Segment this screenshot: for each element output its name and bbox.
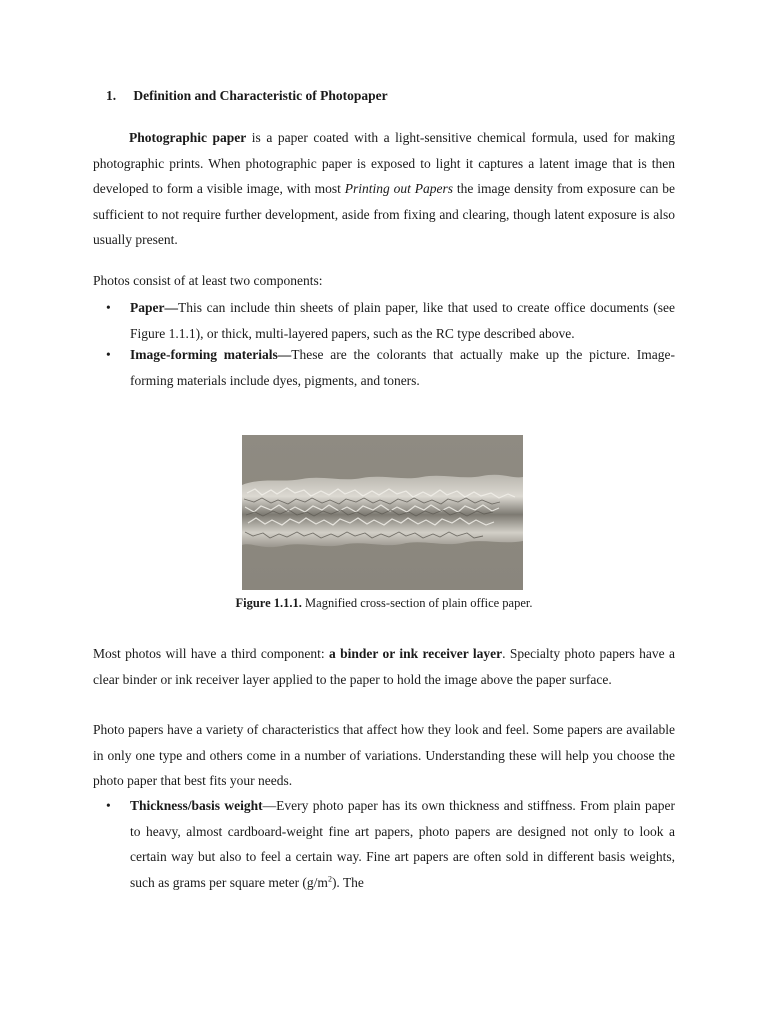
section-number: 1. — [106, 88, 117, 103]
intro-term: Photographic paper — [129, 130, 247, 145]
list-item-text: These are the colorants that actually make up the picture. Image-forming materials include dyes, pigments, and toners. — [130, 347, 675, 388]
bullet-icon: • — [106, 798, 111, 813]
components-lead: Photos consist of at least two components: — [93, 273, 323, 288]
section-title: Definition and Characteristic of Photopaper — [133, 88, 388, 103]
components-list — [106, 295, 675, 393]
paper-cross-section-image — [242, 435, 523, 590]
intro-italic: Printing out Papers — [344, 181, 453, 196]
list-item-term: Thickness/basis weight — [130, 798, 263, 813]
superscript: 2 — [327, 874, 332, 883]
bullet-icon: • — [106, 347, 111, 362]
figure-label: Figure 1.1.1. — [235, 596, 302, 610]
section-heading — [106, 88, 388, 104]
characteristics-list — [106, 793, 675, 895]
figure-caption — [93, 596, 675, 611]
intro-text-b: the image density from exposure can be sufficient to not require further development, aside from fixing and clearing, though latent exposure is also usually present. — [93, 181, 675, 247]
list-item-tail: ). The — [331, 874, 364, 890]
list-item-term: Image-forming materials— — [130, 347, 292, 362]
third-bold: a binder or ink receiver layer — [329, 646, 503, 661]
third-component-paragraph — [93, 641, 675, 692]
list-item-dash: — — [262, 798, 277, 813]
characteristics-paragraph: Photo papers have a variety of characteristics that affect how they look and feel. Some papers are available in only one type and others come in a number of variations. Understanding these will help you choose the photo paper that best fits your needs. — [93, 722, 675, 788]
list-item-text: This can include thin sheets of plain paper, like that used to create office documents (see Figure 1.1.1), or thick, multi-layered papers, such as the RC type described above. — [130, 300, 675, 341]
figure-caption-text: Magnified cross-section of plain office paper. — [301, 596, 533, 610]
list-item — [106, 295, 675, 346]
third-text-a: Most photos will have a third component: — [93, 646, 330, 661]
list-item-text: Every photo paper has its own thickness and stiffness. From plain paper to heavy, almost cardboard-weight fine art papers, photo papers are designed not only to look a certain way but also to feel a certain way. Fine art papers are often sold in different basis weights, such as grams per square meter (g/m — [130, 798, 675, 890]
third-text-b: . Specialty photo papers have a clear binder or ink receiver layer applied to the paper to hold the image above the paper surface. — [93, 646, 675, 687]
intro-text-a: is a paper coated with a light-sensitive chemical formula, used for making photographic prints. When photographic paper is exposed to light it captures a latent image that is then developed to form a visible image, with most — [93, 130, 675, 196]
list-item-term: Paper— — [130, 300, 178, 315]
list-item — [106, 793, 675, 895]
intro-paragraph — [93, 125, 675, 253]
list-item — [106, 342, 675, 393]
bullet-icon: • — [106, 300, 111, 315]
